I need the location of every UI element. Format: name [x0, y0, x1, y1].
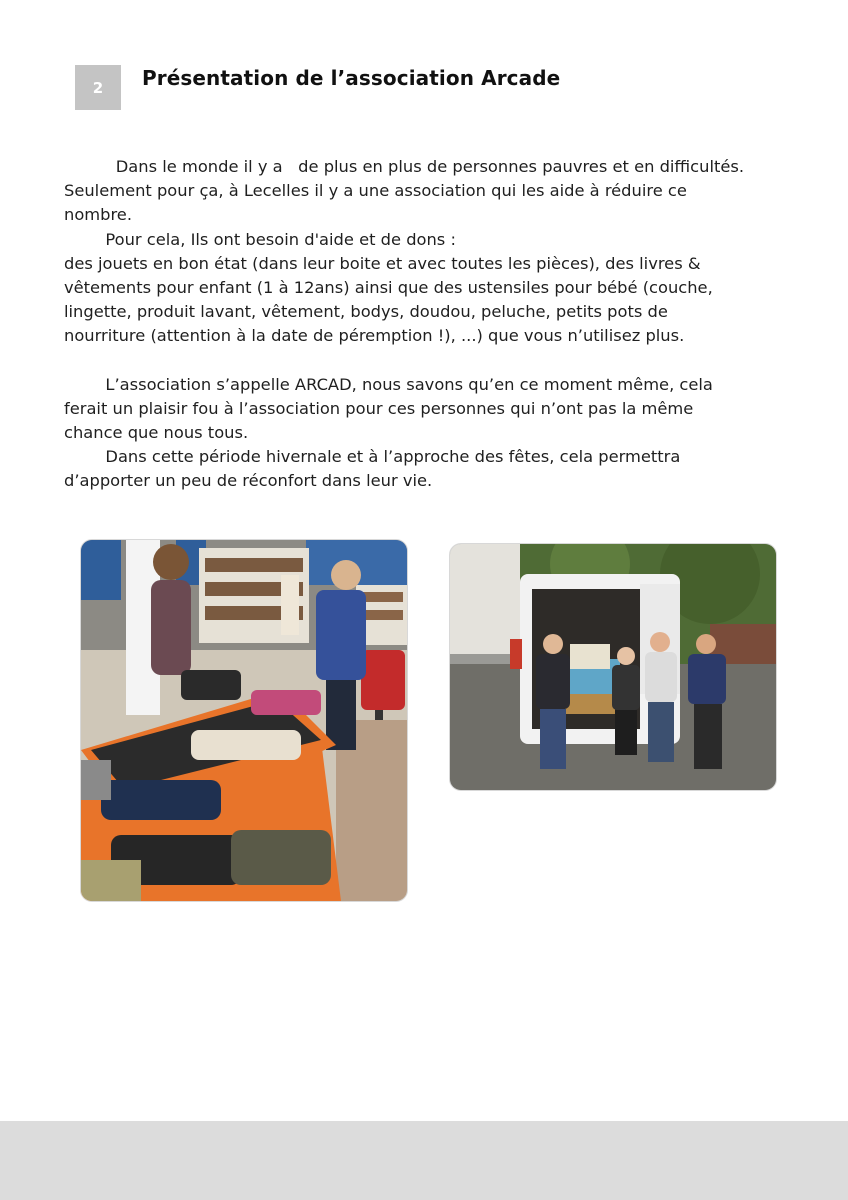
van-donations-illustration [450, 544, 776, 790]
article-body [64, 155, 784, 494]
page-number-badge: 2 [75, 65, 121, 110]
photo-clothes-sorting [80, 539, 408, 902]
page-title: Présentation de l’association Arcade [142, 66, 561, 90]
paragraph-season: Dans cette période hivernale et à l’approche des fêtes, cela permettra d’apporter un peu de réconfort dans leur vie. [64, 447, 681, 491]
clothes-sorting-illustration [81, 540, 407, 901]
photo-van-donations [449, 543, 777, 791]
paragraph-association: L’association s’appelle ARCAD, nous savons qu’en ce moment même, cela ferait un plaisir fou à l’association pour ces personnes qui n’ont pas la même chance que nous tous. [64, 374, 713, 443]
paragraph-intro: Dans le monde il y a de plus en plus de personnes pauvres et en difficultés. Seulement pour ça, à Lecelles il y a une association qui les aide à réduire ce nombre. [64, 157, 745, 225]
footer-band [0, 1121, 848, 1200]
paragraph-donations: Pour cela, Ils ont besoin d'aide et de dons : des jouets en bon état (dans leur boite et avec toutes les pièces), des livres & vêtements pour enfant (1 à 12ans) ainsi que des ustensiles pour bébé (couche, lingette, produit lavant, vêtement, bodys, doudou, peluche, petits pots de nourriture (attention à la date de péremption !), ...) que vous n’utilisez plus. [64, 229, 713, 346]
paragraph-gap [64, 349, 784, 373]
